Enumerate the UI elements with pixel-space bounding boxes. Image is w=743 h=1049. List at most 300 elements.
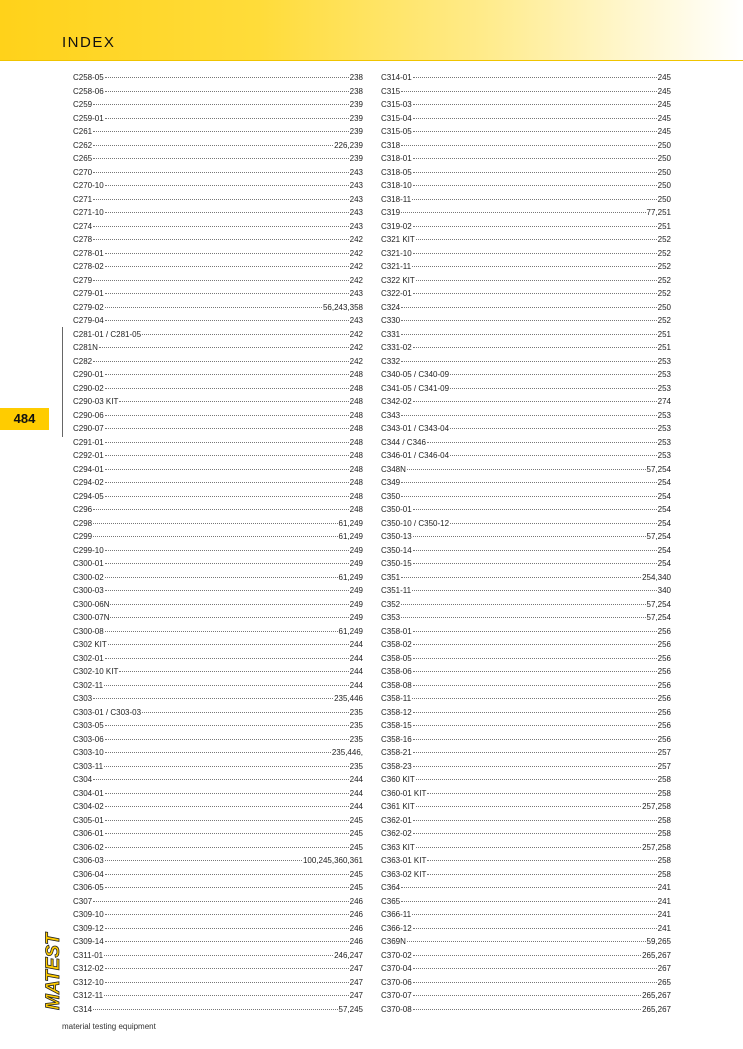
entry-pages: 257 bbox=[657, 748, 671, 757]
index-entry bbox=[73, 598, 363, 612]
entry-pages: 250 bbox=[657, 302, 671, 312]
index-entry bbox=[381, 517, 671, 531]
index-entry bbox=[381, 71, 671, 85]
entry-code: C302 KIT bbox=[73, 640, 107, 649]
entry-pages: 242 bbox=[349, 343, 363, 352]
entry-pages: 253 bbox=[657, 383, 671, 393]
dot-leader bbox=[401, 334, 657, 335]
index-entry bbox=[73, 139, 363, 153]
entry-pages: 238 bbox=[349, 73, 363, 82]
index-entry bbox=[73, 274, 363, 288]
entry-code: C350-15 bbox=[381, 559, 412, 568]
index-entry bbox=[73, 557, 363, 571]
dot-leader bbox=[413, 712, 657, 713]
entry-pages: 239 bbox=[349, 127, 363, 136]
dot-leader bbox=[413, 752, 657, 753]
dot-leader bbox=[105, 293, 349, 294]
entry-code: C309-10 bbox=[73, 910, 104, 919]
entry-code: C346-01 / C346-04 bbox=[381, 451, 450, 460]
dot-leader bbox=[413, 563, 657, 564]
entry-code: C366-11 bbox=[381, 910, 412, 919]
index-entry bbox=[381, 274, 671, 288]
entry-code: C358-06 bbox=[381, 667, 412, 676]
entry-pages: 247 bbox=[349, 964, 363, 973]
dot-leader bbox=[105, 118, 349, 119]
index-entry bbox=[73, 719, 363, 733]
index-entry bbox=[381, 773, 671, 787]
index-entry bbox=[73, 692, 363, 706]
entry-pages: 250 bbox=[657, 194, 671, 204]
index-entry bbox=[381, 139, 671, 153]
dot-leader bbox=[105, 833, 349, 834]
dot-leader bbox=[412, 590, 657, 591]
entry-code: C342-02 bbox=[381, 397, 412, 406]
index-entry bbox=[73, 71, 363, 85]
index-entry bbox=[381, 463, 671, 477]
entry-code: C312-10 bbox=[73, 977, 104, 987]
dot-leader bbox=[413, 995, 641, 996]
dot-leader bbox=[413, 77, 657, 78]
index-entry bbox=[381, 692, 671, 706]
index-entry bbox=[73, 733, 363, 747]
dot-leader bbox=[450, 428, 657, 429]
dot-leader bbox=[108, 644, 349, 645]
dot-leader bbox=[93, 158, 349, 159]
entry-pages: 251 bbox=[657, 221, 671, 231]
entry-pages: 257 bbox=[657, 761, 671, 771]
entry-code: C358-21 bbox=[381, 748, 412, 757]
index-entry bbox=[381, 476, 671, 490]
entry-pages: 252 bbox=[657, 316, 671, 325]
dot-leader bbox=[401, 577, 641, 578]
index-entry bbox=[73, 260, 363, 274]
entry-pages: 243 bbox=[349, 181, 363, 190]
matest-logo-graphic bbox=[40, 928, 62, 1012]
dot-leader bbox=[93, 226, 349, 227]
dot-leader bbox=[110, 617, 348, 618]
entry-pages: 253 bbox=[657, 424, 671, 433]
index-entry bbox=[381, 287, 671, 301]
dot-leader bbox=[416, 239, 657, 240]
entry-pages: 250 bbox=[657, 140, 671, 150]
entry-code: C370-08 bbox=[381, 1004, 412, 1014]
index-entry bbox=[381, 962, 671, 976]
entry-pages: 245 bbox=[349, 869, 363, 879]
entry-pages: 248 bbox=[349, 397, 363, 406]
entry-code: C281-01 / C281-05 bbox=[73, 329, 142, 339]
entry-code: C370-02 bbox=[381, 950, 412, 960]
entry-code: C304 bbox=[73, 775, 93, 784]
entry-code: C321-11 bbox=[381, 262, 412, 271]
index-entry bbox=[73, 935, 363, 949]
entry-pages: 249 bbox=[349, 613, 363, 622]
entry-pages: 248 bbox=[349, 478, 363, 487]
entry-code: C318 bbox=[381, 140, 401, 150]
index-entry bbox=[73, 490, 363, 504]
index-entry bbox=[73, 908, 363, 922]
header-bar bbox=[0, 0, 743, 60]
entry-code: C344 / C346 bbox=[381, 437, 426, 447]
dot-leader bbox=[105, 469, 349, 470]
index-entry bbox=[73, 868, 363, 882]
entry-pages: 254 bbox=[657, 559, 671, 568]
dot-leader bbox=[105, 874, 349, 875]
entry-pages: 235,446 bbox=[334, 694, 363, 703]
entry-code: C300-02 bbox=[73, 572, 104, 582]
dot-leader bbox=[450, 523, 657, 524]
entry-code: C314 bbox=[73, 1004, 93, 1014]
dot-leader bbox=[401, 320, 657, 321]
entry-code: C348N bbox=[381, 464, 406, 474]
entry-pages: 246 bbox=[349, 896, 363, 906]
entry-code: C304-02 bbox=[73, 802, 104, 811]
entry-pages: 241 bbox=[657, 883, 671, 892]
entry-pages: 256 bbox=[657, 734, 671, 744]
index-entry bbox=[381, 989, 671, 1003]
entry-code: C321-10 bbox=[381, 248, 412, 258]
entry-code: C358-01 bbox=[381, 626, 412, 636]
index-entry bbox=[73, 166, 363, 180]
index-entry bbox=[381, 598, 671, 612]
index-entry bbox=[381, 436, 671, 450]
dot-leader bbox=[93, 901, 349, 902]
index-entry bbox=[381, 746, 671, 760]
dot-leader bbox=[104, 685, 349, 686]
index-entry bbox=[381, 395, 671, 409]
index-entry bbox=[73, 1003, 363, 1017]
entry-code: C358-05 bbox=[381, 653, 412, 663]
dot-leader bbox=[105, 496, 349, 497]
entry-pages: 61,249 bbox=[338, 626, 363, 636]
entry-code: C300-06N bbox=[73, 599, 110, 609]
entry-pages: 245 bbox=[349, 842, 363, 852]
entry-pages: 57,254 bbox=[646, 613, 671, 622]
index-entry bbox=[73, 706, 363, 720]
dot-leader bbox=[401, 887, 657, 888]
page-number-badge: 484 bbox=[0, 408, 49, 430]
entry-code: C315-05 bbox=[381, 127, 412, 136]
entry-code: C315 bbox=[381, 86, 401, 96]
dot-leader bbox=[104, 995, 349, 996]
entry-code: C365 bbox=[381, 896, 401, 906]
entry-code: C302-10 KIT bbox=[73, 667, 119, 676]
entry-pages: 245 bbox=[657, 100, 671, 109]
dot-leader bbox=[412, 199, 657, 200]
dot-leader bbox=[105, 455, 349, 456]
index-entry bbox=[381, 409, 671, 423]
dot-leader bbox=[105, 806, 349, 807]
index-entry bbox=[73, 989, 363, 1003]
dot-leader bbox=[413, 766, 657, 767]
index-entry bbox=[73, 179, 363, 193]
entry-pages: 247 bbox=[349, 991, 363, 1000]
dot-leader bbox=[413, 401, 657, 402]
index-entry bbox=[381, 301, 671, 315]
dot-leader bbox=[93, 698, 333, 699]
entry-code: C312-11 bbox=[73, 991, 104, 1000]
entry-code: C315-03 bbox=[381, 100, 412, 109]
entry-code: C304-01 bbox=[73, 788, 104, 798]
entry-pages: 226,239 bbox=[334, 140, 363, 150]
dot-leader bbox=[105, 914, 349, 915]
entry-code: C321 KIT bbox=[381, 235, 415, 244]
dot-leader bbox=[413, 509, 657, 510]
entry-code: C351-11 bbox=[381, 586, 412, 595]
index-entry bbox=[73, 503, 363, 517]
entry-pages: 250 bbox=[657, 181, 671, 190]
entry-code: C296 bbox=[73, 505, 93, 514]
dot-leader bbox=[105, 982, 349, 983]
index-entry bbox=[73, 881, 363, 895]
index-entry bbox=[381, 827, 671, 841]
entry-code: C330 bbox=[381, 316, 401, 325]
entry-code: C300-03 bbox=[73, 586, 104, 595]
entry-pages: 242 bbox=[349, 356, 363, 366]
entry-pages: 248 bbox=[349, 491, 363, 501]
entry-code: C331-02 bbox=[381, 343, 412, 352]
index-entry bbox=[73, 422, 363, 436]
index-entry bbox=[381, 854, 671, 868]
dot-leader bbox=[401, 482, 657, 483]
entry-code: C315-04 bbox=[381, 113, 412, 123]
entry-code: C319 bbox=[381, 208, 401, 217]
entry-pages: 235 bbox=[349, 707, 363, 717]
dot-leader bbox=[105, 577, 338, 578]
index-entry bbox=[73, 436, 363, 450]
entry-code: C350-14 bbox=[381, 545, 412, 555]
entry-code: C294-01 bbox=[73, 464, 104, 474]
entry-code: C370-07 bbox=[381, 991, 412, 1000]
index-entry bbox=[73, 962, 363, 976]
index-entry bbox=[381, 908, 671, 922]
dot-leader bbox=[93, 536, 337, 537]
entry-pages: 256 bbox=[657, 653, 671, 663]
entry-pages: 250 bbox=[657, 167, 671, 177]
index-entry bbox=[381, 125, 671, 139]
entry-pages: 251 bbox=[657, 343, 671, 352]
index-entry bbox=[381, 85, 671, 99]
dot-leader bbox=[427, 442, 657, 443]
margin-marker-line bbox=[62, 327, 63, 437]
dot-leader bbox=[93, 523, 337, 524]
index-entry bbox=[73, 638, 363, 652]
index-entry bbox=[381, 841, 671, 855]
entry-code: C306-04 bbox=[73, 869, 104, 879]
entry-code: C292-01 bbox=[73, 451, 104, 460]
entry-code: C309-12 bbox=[73, 923, 104, 933]
entry-code: C318-11 bbox=[381, 194, 412, 204]
dot-leader bbox=[105, 428, 349, 429]
entry-code: C299-10 bbox=[73, 545, 104, 555]
dot-leader bbox=[412, 698, 657, 699]
index-entry bbox=[381, 422, 671, 436]
dot-leader bbox=[104, 766, 349, 767]
dot-leader bbox=[413, 550, 657, 551]
index-entry bbox=[73, 679, 363, 693]
entry-pages: 56,243,358 bbox=[322, 302, 363, 312]
entry-code: C290-01 bbox=[73, 370, 104, 379]
entry-pages: 246,247 bbox=[334, 950, 363, 960]
index-entry bbox=[381, 895, 671, 909]
dot-leader bbox=[416, 847, 641, 848]
index-entry bbox=[381, 557, 671, 571]
index-entry bbox=[73, 814, 363, 828]
entry-pages: 239 bbox=[349, 154, 363, 163]
entry-code: C300-08 bbox=[73, 626, 104, 636]
entry-pages: 265,267 bbox=[642, 991, 671, 1000]
index-entry bbox=[73, 355, 363, 369]
entry-code: C358-15 bbox=[381, 721, 412, 730]
index-entry bbox=[381, 503, 671, 517]
index-entry bbox=[381, 949, 671, 963]
entry-pages: 241 bbox=[657, 923, 671, 933]
entry-pages: 254,340 bbox=[642, 572, 671, 582]
index-entry bbox=[73, 368, 363, 382]
entry-code: C306-01 bbox=[73, 829, 104, 838]
dot-leader bbox=[401, 604, 645, 605]
entry-code: C290-06 bbox=[73, 410, 104, 420]
dot-leader bbox=[413, 671, 657, 672]
index-entry bbox=[73, 98, 363, 112]
dot-leader bbox=[413, 172, 657, 173]
dot-leader bbox=[105, 266, 349, 267]
dot-leader bbox=[105, 752, 331, 753]
entry-pages: 254 bbox=[657, 491, 671, 501]
entry-code: C303-01 / C303-03 bbox=[73, 707, 142, 717]
index-entry bbox=[73, 544, 363, 558]
entry-code: C366-12 bbox=[381, 923, 412, 933]
entry-code: C294-02 bbox=[73, 478, 104, 487]
dot-leader bbox=[413, 104, 657, 105]
entry-code: C261 bbox=[73, 127, 93, 136]
entry-code: C291-01 bbox=[73, 437, 104, 447]
index-entry bbox=[73, 112, 363, 126]
entry-code: C309-14 bbox=[73, 937, 104, 946]
entry-pages: 258 bbox=[657, 856, 671, 865]
dot-leader bbox=[105, 77, 349, 78]
dot-leader bbox=[412, 266, 657, 267]
dot-leader bbox=[401, 361, 657, 362]
entry-pages: 258 bbox=[657, 829, 671, 838]
index-entry bbox=[73, 517, 363, 531]
entry-pages: 256 bbox=[657, 694, 671, 703]
entry-code: C290-07 bbox=[73, 424, 104, 433]
dot-leader bbox=[401, 145, 657, 146]
entry-pages: 258 bbox=[657, 869, 671, 879]
dot-leader bbox=[105, 928, 349, 929]
index-entry bbox=[73, 395, 363, 409]
entry-code: C341-05 / C341-09 bbox=[381, 383, 450, 393]
entry-pages: 243 bbox=[349, 221, 363, 231]
entry-pages: 256 bbox=[657, 640, 671, 649]
entry-code: C271 bbox=[73, 194, 93, 204]
entry-code: C302-11 bbox=[73, 680, 104, 690]
entry-pages: 239 bbox=[349, 100, 363, 109]
entry-pages: 245 bbox=[349, 883, 363, 892]
entry-code: C314-01 bbox=[381, 73, 412, 82]
dot-leader bbox=[416, 779, 657, 780]
index-entry bbox=[381, 719, 671, 733]
dot-leader bbox=[401, 91, 657, 92]
entry-code: C340-05 / C340-09 bbox=[381, 370, 450, 379]
entry-pages: 245 bbox=[349, 829, 363, 838]
entry-code: C318-05 bbox=[381, 167, 412, 177]
dot-leader bbox=[105, 793, 349, 794]
dot-leader bbox=[427, 874, 656, 875]
index-entry bbox=[381, 760, 671, 774]
index-entry bbox=[381, 490, 671, 504]
dot-leader bbox=[105, 374, 349, 375]
dot-leader bbox=[413, 158, 657, 159]
entry-code: C358-11 bbox=[381, 694, 412, 703]
entry-code: C331 bbox=[381, 329, 401, 339]
index-entry bbox=[73, 328, 363, 342]
dot-leader bbox=[413, 644, 657, 645]
index-entry bbox=[381, 152, 671, 166]
entry-code: C352 bbox=[381, 599, 401, 609]
index-entry bbox=[73, 665, 363, 679]
dot-leader bbox=[401, 307, 657, 308]
index-entry bbox=[73, 206, 363, 220]
entry-code: C332 bbox=[381, 356, 401, 366]
entry-code: C303-10 bbox=[73, 748, 104, 757]
entry-code: C278 bbox=[73, 235, 93, 244]
entry-code: C343-01 / C343-04 bbox=[381, 424, 450, 433]
entry-pages: 253 bbox=[657, 410, 671, 420]
dot-leader bbox=[413, 631, 657, 632]
entry-pages: 251 bbox=[657, 329, 671, 339]
index-entry bbox=[73, 287, 363, 301]
dot-leader bbox=[105, 550, 349, 551]
entry-pages: 256 bbox=[657, 667, 671, 676]
entry-pages: 244 bbox=[349, 640, 363, 649]
entry-code: C299 bbox=[73, 532, 93, 541]
index-entry bbox=[381, 584, 671, 598]
dot-leader bbox=[416, 806, 641, 807]
index-entry bbox=[73, 220, 363, 234]
index-entry bbox=[381, 922, 671, 936]
dot-leader bbox=[413, 928, 657, 929]
index-entry bbox=[73, 530, 363, 544]
entry-code: C311-01 bbox=[73, 950, 104, 960]
entry-pages: 256 bbox=[657, 721, 671, 730]
dot-leader bbox=[413, 820, 657, 821]
logo-wordmark: MATEST bbox=[43, 933, 62, 1010]
entry-pages: 248 bbox=[349, 451, 363, 460]
dot-leader bbox=[105, 212, 349, 213]
entry-pages: 265 bbox=[657, 977, 671, 987]
index-entry bbox=[381, 193, 671, 207]
entry-code: C262 bbox=[73, 140, 93, 150]
entry-pages: 248 bbox=[349, 383, 363, 393]
index-entry bbox=[381, 976, 671, 990]
dot-leader bbox=[413, 131, 657, 132]
entry-pages: 243 bbox=[349, 208, 363, 217]
index-entry bbox=[381, 206, 671, 220]
dot-leader bbox=[427, 860, 656, 861]
dot-leader bbox=[105, 860, 302, 861]
entry-pages: 241 bbox=[657, 896, 671, 906]
entry-code: C258-05 bbox=[73, 73, 104, 82]
entry-pages: 249 bbox=[349, 586, 363, 595]
entry-code: C362-02 bbox=[381, 829, 412, 838]
entry-pages: 61,249 bbox=[338, 572, 363, 582]
entry-pages: 243 bbox=[349, 289, 363, 298]
entry-pages: 57,254 bbox=[646, 532, 671, 541]
dot-leader bbox=[110, 604, 348, 605]
entry-pages: 57,245 bbox=[338, 1004, 363, 1014]
index-entry bbox=[73, 314, 363, 328]
